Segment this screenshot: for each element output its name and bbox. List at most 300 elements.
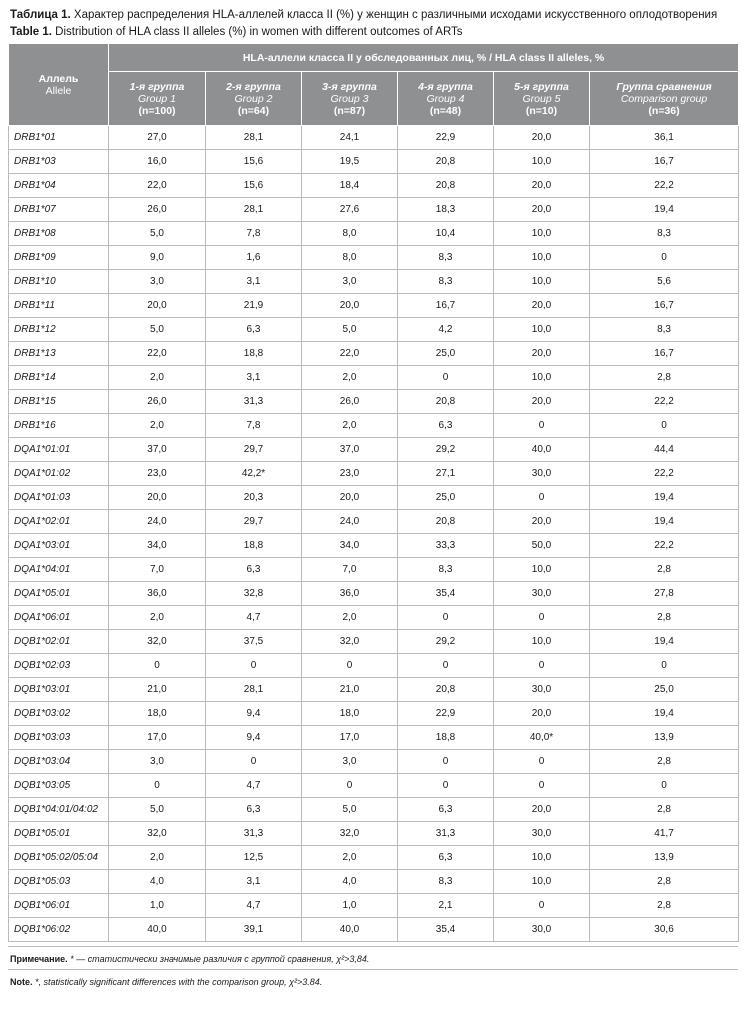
group-header-n: (n=64) <box>237 104 270 117</box>
value-cell: 8,3 <box>398 246 494 270</box>
value-cell: 39,1 <box>206 918 302 942</box>
group-header-en: Comparison group <box>620 92 708 105</box>
group-header-6 <box>590 72 739 126</box>
value-cell: 34,0 <box>109 534 206 558</box>
value-cell: 18,8 <box>206 534 302 558</box>
allele-cell: DRB1*09 <box>9 246 109 270</box>
allele-cell: DRB1*16 <box>9 414 109 438</box>
caption-en-text: Distribution of HLA class II alleles (%) in women with different outcomes of ARTs <box>55 26 463 38</box>
value-cell: 0 <box>398 606 494 630</box>
value-cell: 22,2 <box>590 462 739 486</box>
value-cell: 27,1 <box>398 462 494 486</box>
allele-cell: DQB1*02:01 <box>9 630 109 654</box>
value-cell: 24,0 <box>109 510 206 534</box>
group-header-n: (n=100) <box>138 104 176 117</box>
value-cell: 36,0 <box>109 582 206 606</box>
group-header-en: Group 2 <box>234 92 273 105</box>
value-cell: 6,3 <box>206 318 302 342</box>
value-cell: 29,2 <box>398 630 494 654</box>
allele-cell: DQA1*06:01 <box>9 606 109 630</box>
value-cell: 20,8 <box>398 390 494 414</box>
value-cell: 10,0 <box>494 870 590 894</box>
value-cell: 36,1 <box>590 126 739 150</box>
value-cell: 35,4 <box>398 918 494 942</box>
allele-cell: DQB1*05:03 <box>9 870 109 894</box>
value-cell: 20,8 <box>398 678 494 702</box>
allele-cell: DQA1*03:01 <box>9 534 109 558</box>
table-row <box>9 438 739 462</box>
value-cell: 20,8 <box>398 150 494 174</box>
allele-cell: DRB1*03 <box>9 150 109 174</box>
value-cell: 18,0 <box>302 702 398 726</box>
value-cell: 7,8 <box>206 414 302 438</box>
value-cell: 41,7 <box>590 822 739 846</box>
group-header-row <box>9 72 739 126</box>
value-cell: 6,3 <box>398 414 494 438</box>
group-header-n: (n=48) <box>429 104 462 117</box>
value-cell: 31,3 <box>398 822 494 846</box>
value-cell: 20,0 <box>494 798 590 822</box>
value-cell: 18,4 <box>302 174 398 198</box>
table-row <box>9 870 739 894</box>
value-cell: 30,0 <box>494 462 590 486</box>
value-cell: 20,3 <box>206 486 302 510</box>
allele-cell: DQB1*03:02 <box>9 702 109 726</box>
table-row <box>9 678 739 702</box>
value-cell: 5,0 <box>109 222 206 246</box>
table-row <box>9 174 739 198</box>
value-cell: 6,3 <box>398 846 494 870</box>
value-cell: 17,0 <box>109 726 206 750</box>
value-cell: 0 <box>494 606 590 630</box>
value-cell: 32,8 <box>206 582 302 606</box>
value-cell: 23,0 <box>302 462 398 486</box>
value-cell: 22,9 <box>398 702 494 726</box>
value-cell: 10,4 <box>398 222 494 246</box>
allele-cell: DQB1*03:05 <box>9 774 109 798</box>
value-cell: 6,3 <box>398 798 494 822</box>
group-header-en: Group 3 <box>330 92 369 105</box>
table-row <box>9 510 739 534</box>
value-cell: 4,7 <box>206 606 302 630</box>
value-cell: 9,4 <box>206 726 302 750</box>
value-cell: 13,9 <box>590 726 739 750</box>
note-en <box>10 976 738 988</box>
value-cell: 0 <box>206 750 302 774</box>
value-cell: 20,0 <box>494 294 590 318</box>
value-cell: 3,1 <box>206 366 302 390</box>
value-cell: 3,0 <box>302 270 398 294</box>
table-body <box>9 126 739 942</box>
value-cell: 20,0 <box>494 126 590 150</box>
value-cell: 28,1 <box>206 198 302 222</box>
table-row <box>9 486 739 510</box>
value-cell: 10,0 <box>494 630 590 654</box>
value-cell: 5,0 <box>109 798 206 822</box>
value-cell: 13,9 <box>590 846 739 870</box>
value-cell: 10,0 <box>494 318 590 342</box>
value-cell: 30,6 <box>590 918 739 942</box>
allele-cell: DQA1*01:02 <box>9 462 109 486</box>
value-cell: 2,8 <box>590 606 739 630</box>
group-header-3 <box>302 72 398 126</box>
value-cell: 20,0 <box>494 390 590 414</box>
allele-cell: DQB1*03:03 <box>9 726 109 750</box>
value-cell: 28,1 <box>206 126 302 150</box>
value-cell: 7,0 <box>109 558 206 582</box>
table-row <box>9 414 739 438</box>
value-cell: 4,0 <box>109 870 206 894</box>
value-cell: 3,1 <box>206 270 302 294</box>
table-row <box>9 222 739 246</box>
allele-cell: DQB1*06:01 <box>9 894 109 918</box>
table-row <box>9 606 739 630</box>
allele-cell: DQA1*05:01 <box>9 582 109 606</box>
value-cell: 3,0 <box>109 750 206 774</box>
value-cell: 25,0 <box>398 486 494 510</box>
value-cell: 33,3 <box>398 534 494 558</box>
table-row <box>9 894 739 918</box>
value-cell: 20,0 <box>109 294 206 318</box>
value-cell: 24,1 <box>302 126 398 150</box>
value-cell: 21,0 <box>109 678 206 702</box>
value-cell: 21,9 <box>206 294 302 318</box>
group-header-ru: 2-я группа <box>226 80 281 93</box>
caption-en <box>10 25 738 39</box>
value-cell: 16,7 <box>590 342 739 366</box>
group-header-en: Group 5 <box>522 92 561 105</box>
value-cell: 10,0 <box>494 246 590 270</box>
value-cell: 15,6 <box>206 174 302 198</box>
table-row <box>9 654 739 678</box>
value-cell: 2,0 <box>109 846 206 870</box>
value-cell: 2,8 <box>590 798 739 822</box>
group-header-en: Group 1 <box>138 92 176 105</box>
value-cell: 19,4 <box>590 198 739 222</box>
value-cell: 19,4 <box>590 630 739 654</box>
value-cell: 2,0 <box>109 366 206 390</box>
group-header-ru: 3-я группа <box>322 80 377 93</box>
value-cell: 34,0 <box>302 534 398 558</box>
value-cell: 22,2 <box>590 390 739 414</box>
table-row <box>9 462 739 486</box>
value-cell: 29,2 <box>398 438 494 462</box>
value-cell: 22,0 <box>302 342 398 366</box>
value-cell: 25,0 <box>398 342 494 366</box>
value-cell: 0 <box>398 366 494 390</box>
allele-header-ru: Аллель <box>38 72 79 85</box>
value-cell: 18,3 <box>398 198 494 222</box>
value-cell: 0 <box>302 774 398 798</box>
value-cell: 20,0 <box>302 486 398 510</box>
value-cell: 16,0 <box>109 150 206 174</box>
table-row <box>9 126 739 150</box>
value-cell: 8,0 <box>302 222 398 246</box>
table-row <box>9 366 739 390</box>
table-row <box>9 534 739 558</box>
value-cell: 0 <box>206 654 302 678</box>
table-row <box>9 246 739 270</box>
group-header-n: (n=10) <box>525 104 558 117</box>
value-cell: 7,0 <box>302 558 398 582</box>
value-cell: 2,0 <box>302 414 398 438</box>
value-cell: 5,0 <box>302 798 398 822</box>
allele-cell: DQB1*03:04 <box>9 750 109 774</box>
value-cell: 26,0 <box>109 390 206 414</box>
table-row <box>9 774 739 798</box>
value-cell: 0 <box>494 774 590 798</box>
value-cell: 40,0 <box>109 918 206 942</box>
value-cell: 16,7 <box>590 150 739 174</box>
table-row <box>9 726 739 750</box>
caption-ru-text: Характер распределения HLA-аллелей класса II (%) у женщин с различными исходами искусственного оплодотворения <box>73 9 718 21</box>
value-cell: 5,0 <box>302 318 398 342</box>
value-cell: 8,3 <box>590 222 739 246</box>
allele-cell: DRB1*10 <box>9 270 109 294</box>
value-cell: 16,7 <box>398 294 494 318</box>
allele-cell: DQA1*02:01 <box>9 510 109 534</box>
table-row <box>9 318 739 342</box>
value-cell: 4,2 <box>398 318 494 342</box>
allele-cell: DRB1*04 <box>9 174 109 198</box>
value-cell: 1,0 <box>302 894 398 918</box>
group-header-n: (n=87) <box>333 104 366 117</box>
value-cell: 20,0 <box>494 174 590 198</box>
value-cell: 10,0 <box>494 150 590 174</box>
value-cell: 0 <box>302 654 398 678</box>
note-ru <box>10 953 738 965</box>
allele-header-en: Allele <box>45 84 72 97</box>
value-cell: 0 <box>590 414 739 438</box>
value-cell: 37,5 <box>206 630 302 654</box>
table-row <box>9 750 739 774</box>
note-ru-label: Примечание. <box>10 954 68 964</box>
value-cell: 2,8 <box>590 750 739 774</box>
allele-cell: DRB1*15 <box>9 390 109 414</box>
note-divider-2 <box>8 969 738 970</box>
allele-cell: DRB1*12 <box>9 318 109 342</box>
value-cell: 37,0 <box>109 438 206 462</box>
value-cell: 3,0 <box>302 750 398 774</box>
table-row <box>9 702 739 726</box>
value-cell: 2,1 <box>398 894 494 918</box>
value-cell: 21,0 <box>302 678 398 702</box>
span-header: HLA-аллели класса II у обследованных лиц, % / HLA class II alleles, % <box>109 44 739 72</box>
value-cell: 2,8 <box>590 558 739 582</box>
value-cell: 8,3 <box>590 318 739 342</box>
value-cell: 0 <box>590 774 739 798</box>
value-cell: 50,0 <box>494 534 590 558</box>
allele-cell: DRB1*01 <box>9 126 109 150</box>
value-cell: 2,8 <box>590 894 739 918</box>
value-cell: 22,0 <box>109 342 206 366</box>
value-cell: 40,0* <box>494 726 590 750</box>
value-cell: 20,8 <box>398 510 494 534</box>
value-cell: 25,0 <box>590 678 739 702</box>
value-cell: 8,0 <box>302 246 398 270</box>
value-cell: 19,4 <box>590 702 739 726</box>
allele-cell: DRB1*07 <box>9 198 109 222</box>
value-cell: 5,6 <box>590 270 739 294</box>
group-header-4 <box>398 72 494 126</box>
allele-cell: DQB1*06:02 <box>9 918 109 942</box>
allele-cell: DQB1*05:01 <box>9 822 109 846</box>
value-cell: 32,0 <box>302 630 398 654</box>
value-cell: 0 <box>494 414 590 438</box>
value-cell: 24,0 <box>302 510 398 534</box>
allele-cell: DRB1*11 <box>9 294 109 318</box>
value-cell: 9,0 <box>109 246 206 270</box>
value-cell: 1,0 <box>109 894 206 918</box>
group-header-1 <box>109 72 206 126</box>
value-cell: 0 <box>590 654 739 678</box>
caption-ru <box>10 8 738 22</box>
value-cell: 42,2* <box>206 462 302 486</box>
value-cell: 8,3 <box>398 270 494 294</box>
value-cell: 0 <box>494 486 590 510</box>
table-row <box>9 294 739 318</box>
value-cell: 18,8 <box>206 342 302 366</box>
table-row <box>9 198 739 222</box>
allele-cell: DQA1*04:01 <box>9 558 109 582</box>
allele-header <box>9 44 109 126</box>
table-row <box>9 846 739 870</box>
table-row <box>9 918 739 942</box>
value-cell: 27,0 <box>109 126 206 150</box>
value-cell: 30,0 <box>494 918 590 942</box>
value-cell: 6,3 <box>206 558 302 582</box>
value-cell: 32,0 <box>109 822 206 846</box>
value-cell: 29,7 <box>206 438 302 462</box>
value-cell: 0 <box>494 654 590 678</box>
allele-cell: DQB1*05:02/05:04 <box>9 846 109 870</box>
value-cell: 20,0 <box>302 294 398 318</box>
value-cell: 44,4 <box>590 438 739 462</box>
group-header-ru: 4-я группа <box>418 80 473 93</box>
value-cell: 0 <box>109 774 206 798</box>
value-cell: 20,0 <box>494 510 590 534</box>
value-cell: 20,0 <box>494 702 590 726</box>
note-divider <box>8 946 738 947</box>
table-row <box>9 270 739 294</box>
value-cell: 0 <box>590 246 739 270</box>
value-cell: 0 <box>398 654 494 678</box>
group-header-5 <box>494 72 590 126</box>
group-header-ru: 1-я группа <box>129 80 185 93</box>
value-cell: 30,0 <box>494 678 590 702</box>
table-row <box>9 798 739 822</box>
value-cell: 10,0 <box>494 366 590 390</box>
allele-cell: DRB1*08 <box>9 222 109 246</box>
group-header-2 <box>206 72 302 126</box>
note-en-text: *, statistically significant differences with the comparison group, χ²>3.84. <box>35 977 323 987</box>
table-row <box>9 822 739 846</box>
allele-cell: DQB1*02:03 <box>9 654 109 678</box>
value-cell: 1,6 <box>206 246 302 270</box>
value-cell: 26,0 <box>109 198 206 222</box>
value-cell: 18,0 <box>109 702 206 726</box>
table-row <box>9 342 739 366</box>
table-row <box>9 150 739 174</box>
value-cell: 22,2 <box>590 174 739 198</box>
group-header-en: Group 4 <box>426 92 465 105</box>
group-header-n: (n=36) <box>648 104 680 117</box>
value-cell: 19,4 <box>590 486 739 510</box>
group-header-ru: 5-я группа <box>514 80 569 93</box>
table-row <box>9 582 739 606</box>
value-cell: 19,4 <box>590 510 739 534</box>
value-cell: 18,8 <box>398 726 494 750</box>
caption-ru-label: Таблица 1. <box>10 9 71 21</box>
value-cell: 17,0 <box>302 726 398 750</box>
value-cell: 3,0 <box>109 270 206 294</box>
value-cell: 35,4 <box>398 582 494 606</box>
allele-cell: DQB1*04:01/04:02 <box>9 798 109 822</box>
value-cell: 36,0 <box>302 582 398 606</box>
table-row <box>9 558 739 582</box>
allele-cell: DQA1*01:01 <box>9 438 109 462</box>
value-cell: 32,0 <box>109 630 206 654</box>
value-cell: 31,3 <box>206 822 302 846</box>
value-cell: 22,0 <box>109 174 206 198</box>
value-cell: 6,3 <box>206 798 302 822</box>
value-cell: 2,8 <box>590 366 739 390</box>
value-cell: 8,3 <box>398 870 494 894</box>
value-cell: 4,7 <box>206 894 302 918</box>
value-cell: 2,0 <box>302 606 398 630</box>
allele-cell: DRB1*14 <box>9 366 109 390</box>
value-cell: 0 <box>494 894 590 918</box>
value-cell: 5,0 <box>109 318 206 342</box>
value-cell: 31,3 <box>206 390 302 414</box>
value-cell: 19,5 <box>302 150 398 174</box>
value-cell: 10,0 <box>494 270 590 294</box>
value-cell: 27,6 <box>302 198 398 222</box>
value-cell: 37,0 <box>302 438 398 462</box>
value-cell: 12,5 <box>206 846 302 870</box>
value-cell: 26,0 <box>302 390 398 414</box>
value-cell: 29,7 <box>206 510 302 534</box>
value-cell: 15,6 <box>206 150 302 174</box>
value-cell: 3,1 <box>206 870 302 894</box>
value-cell: 27,8 <box>590 582 739 606</box>
value-cell: 2,0 <box>302 366 398 390</box>
value-cell: 8,3 <box>398 558 494 582</box>
group-header-ru: Группа сравнения <box>616 80 712 93</box>
allele-cell: DRB1*13 <box>9 342 109 366</box>
value-cell: 22,2 <box>590 534 739 558</box>
value-cell: 32,0 <box>302 822 398 846</box>
value-cell: 28,1 <box>206 678 302 702</box>
value-cell: 0 <box>494 750 590 774</box>
value-cell: 2,0 <box>109 414 206 438</box>
allele-cell: DQA1*01:03 <box>9 486 109 510</box>
value-cell: 20,0 <box>494 198 590 222</box>
allele-cell: DQB1*03:01 <box>9 678 109 702</box>
table-row <box>9 630 739 654</box>
caption-en-label: Table 1. <box>10 26 52 38</box>
value-cell: 30,0 <box>494 822 590 846</box>
value-cell: 16,7 <box>590 294 739 318</box>
value-cell: 20,8 <box>398 174 494 198</box>
value-cell: 23,0 <box>109 462 206 486</box>
value-cell: 2,0 <box>109 606 206 630</box>
value-cell: 22,9 <box>398 126 494 150</box>
table-row <box>9 390 739 414</box>
value-cell: 20,0 <box>109 486 206 510</box>
value-cell: 10,0 <box>494 846 590 870</box>
value-cell: 9,4 <box>206 702 302 726</box>
